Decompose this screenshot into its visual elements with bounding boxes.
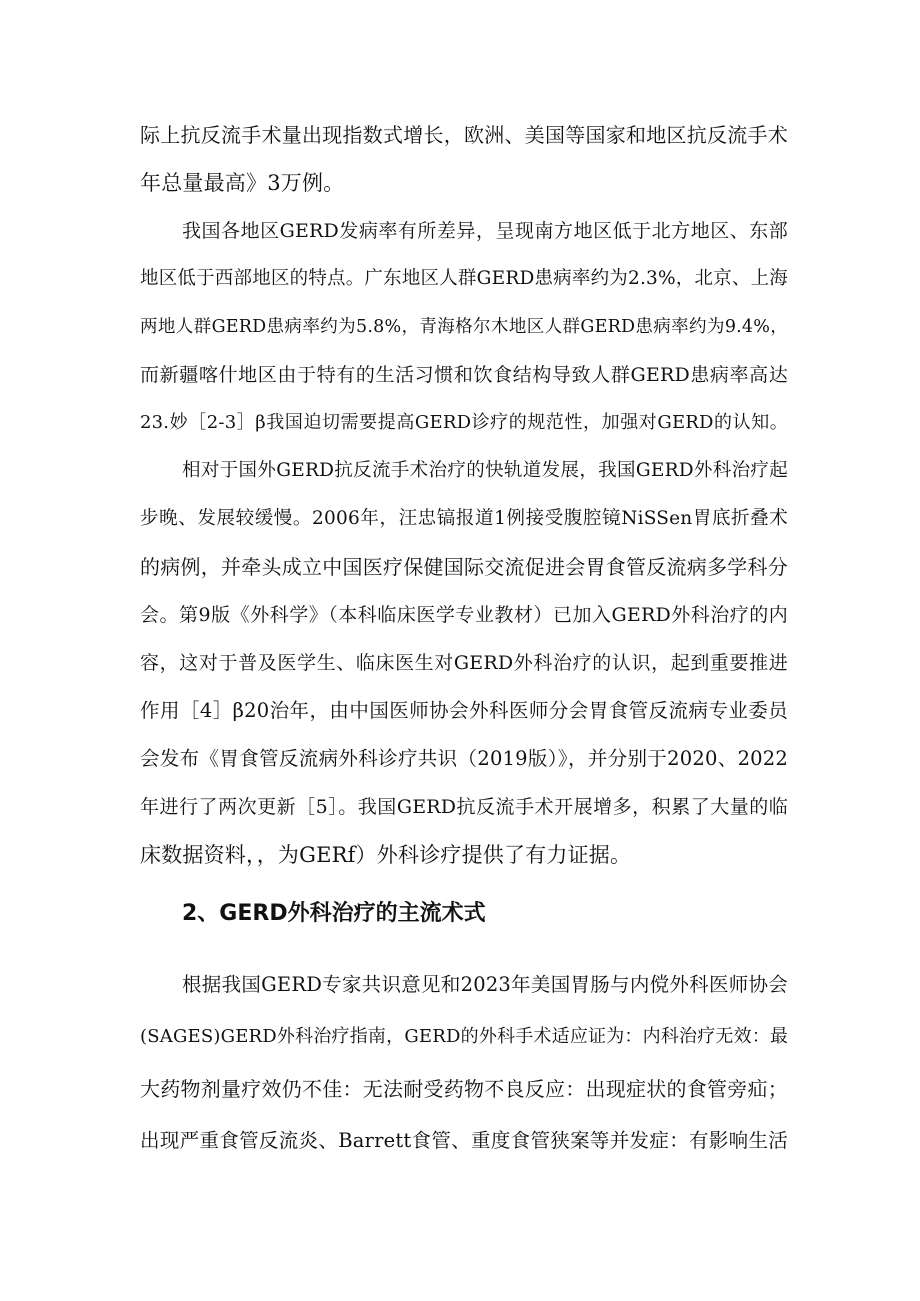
text-line: 会发布《胃食管反流病外科诊疗共识（2019版）》，并分别于2020、2022 bbox=[140, 747, 788, 770]
text-line: 会。第9版《外科学》（本科临床医学专业教材）已加入GERD外科治疗的内 bbox=[140, 604, 788, 626]
text-line: 地区低于西部地区的特点。广东地区人群GERD患病率约为2.3%，北京、上海 bbox=[140, 268, 788, 289]
text-line: 出现严重食管反流炎、Barrett食管、重度食管狭案等并发症：有影响生活 bbox=[140, 1129, 788, 1152]
text-line: 23.妙［2-3］β我国迫切需要提高GERD诊疗的规范性，加强对GERD的认知。 bbox=[140, 412, 788, 433]
text-line: 相对于国外GERD抗反流手术治疗的快轨道发展，我国GERD外科治疗起 bbox=[182, 460, 788, 481]
text-line: 大药物剂量疗效仍不佳：无法耐受药物不良反应：出现症状的食管旁疝； bbox=[140, 1077, 788, 1101]
text-line: 作用［4］β20治年，由中国医师协会外科医师分会胃食管反流病专业委员 bbox=[140, 699, 788, 722]
text-line: 两地人群GERD患病率约为5.8%，青海格尔木地区人群GERD患病率约为9.4%， bbox=[140, 317, 788, 337]
text-line: 根据我国GERD专家共识意见和2023年美国胃肠与内傥外科医师协会 bbox=[182, 973, 788, 996]
text-line: 年总量最高》3万例。 bbox=[140, 171, 345, 195]
text-line: 步晚、发展较缓慢。2006年，汪忠镐报道1例接受腹腔镜NiSSen胃底折叠术 bbox=[140, 508, 788, 529]
section-heading: 2、GERD外科治疗的主流术式 bbox=[182, 901, 486, 926]
text-line: 我国各地区GERD发病率有所差异，呈现南方地区低于北方地区、东部 bbox=[182, 220, 788, 242]
text-line: 的病例，并牵头成立中国医疗保健国际交流促进会胃食管反流病多学科分 bbox=[140, 555, 788, 579]
text-line: 年进行了两次更新［5］。我国GERD抗反流手术开展增多，积累了大量的临 bbox=[140, 796, 788, 818]
text-line: 容，这对于普及医学生、临床医生对GERD外科治疗的认识，起到重要推进 bbox=[140, 652, 788, 674]
text-line: 而新疆喀什地区由于特有的生活习惯和饮食结构导致人群GERD患病率高达 bbox=[140, 364, 788, 386]
text-line: 床数据资料，，为GERf）外科诊疗提供了有力证据。 bbox=[140, 843, 632, 867]
text-line: (SAGES)GERD外科治疗指南，GERD的外科手术适应证为：内科治疗无效：最 bbox=[140, 1026, 788, 1047]
text-line: 际上抗反流手术量出现指数式增长，欧洲、美国等国家和地区抗反流手术 bbox=[140, 123, 788, 147]
